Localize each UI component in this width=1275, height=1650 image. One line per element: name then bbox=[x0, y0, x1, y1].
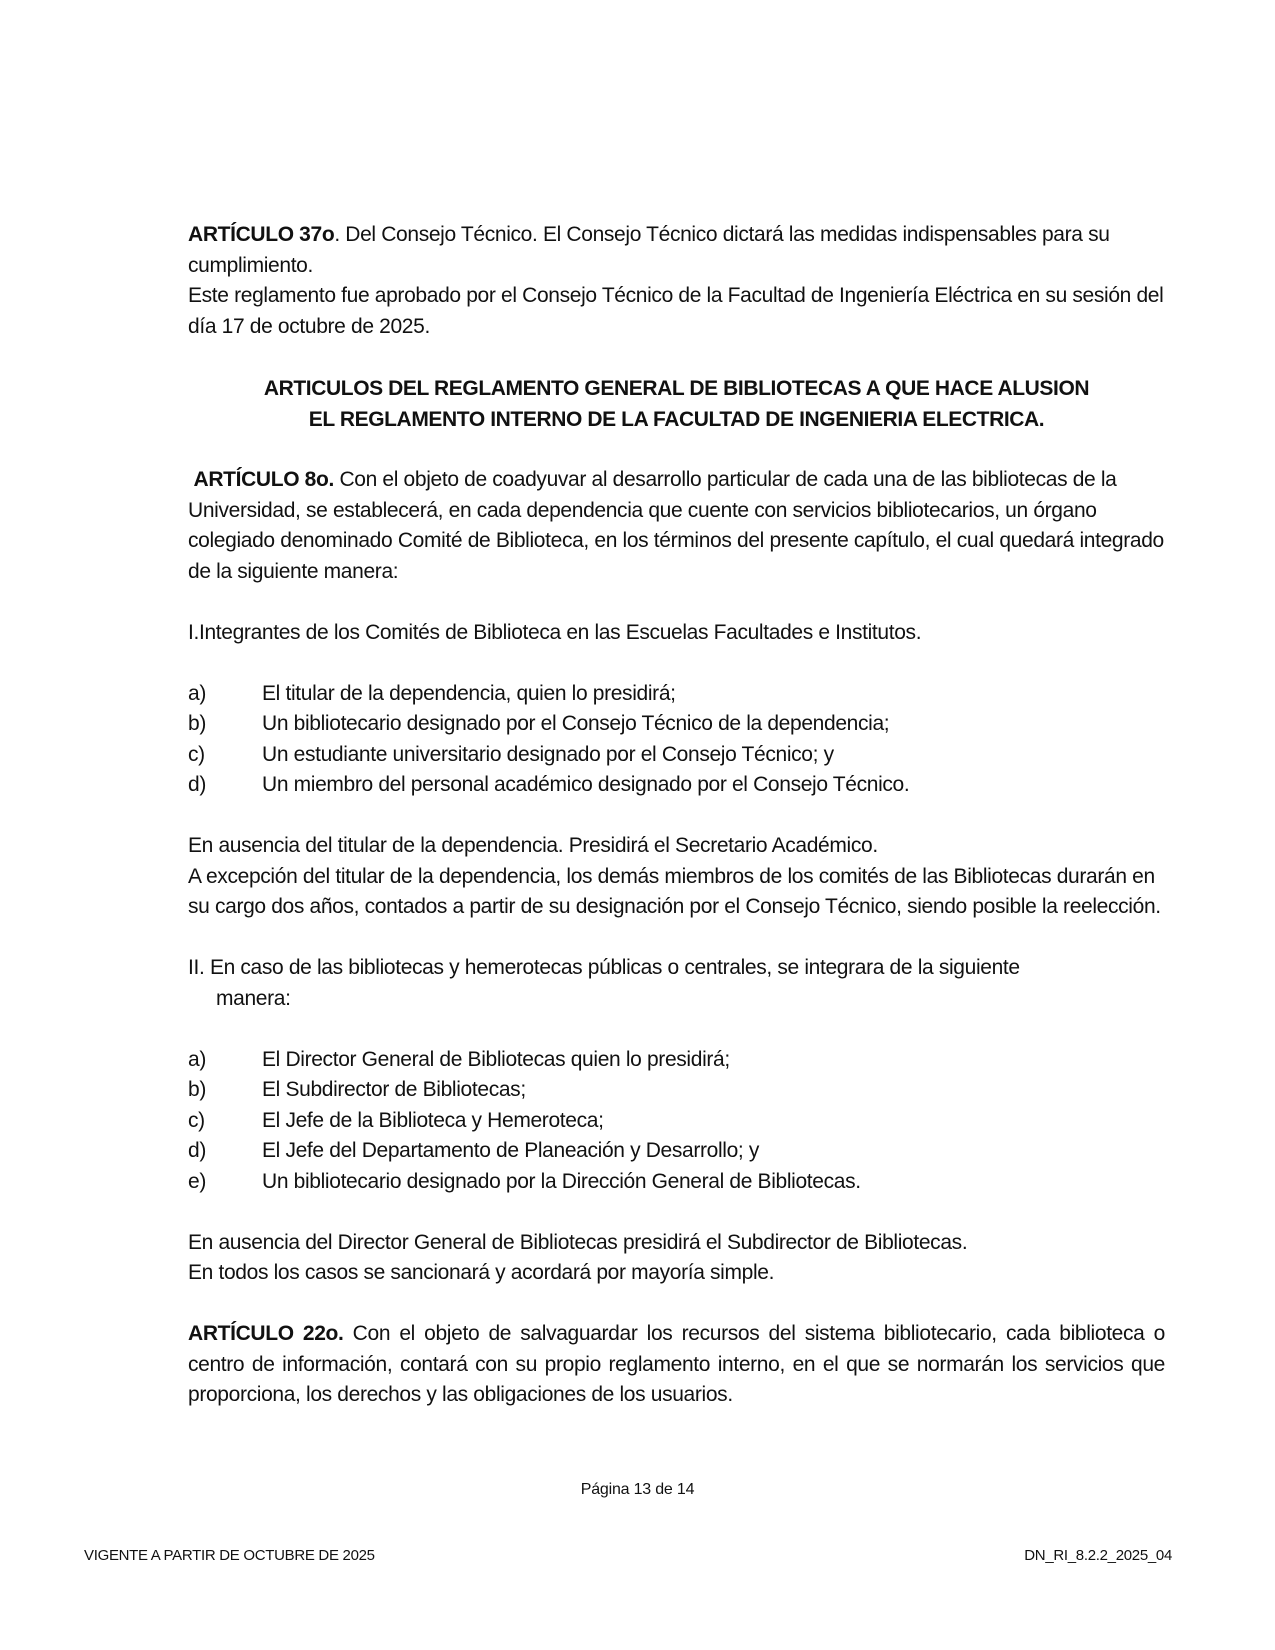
article-22-text: Con el objeto de salvaguardar los recursos del sistema bibliotecario, cada biblioteca o centro de información, contará con su propio reglamento interno, en el que se normarán los servicios que proporciona, los derechos y las obligaciones de los usuarios. bbox=[188, 1322, 1165, 1406]
page-number: Página 13 de 14 bbox=[580, 1481, 695, 1498]
list-item bbox=[188, 1136, 1165, 1167]
list-marker: b) bbox=[188, 712, 206, 735]
article-37-text: . Del Consejo Técnico. El Consejo Técnico dictará las medidas indispensables para su cumplimiento. bbox=[188, 223, 1110, 277]
list-marker: e) bbox=[188, 1169, 206, 1193]
list-marker: a) bbox=[188, 1047, 206, 1071]
part-1-list bbox=[188, 679, 1165, 801]
list-item bbox=[188, 1106, 1165, 1137]
list-item bbox=[188, 1167, 1165, 1198]
section-heading-line-2: EL REGLAMENTO INTERNO DE LA FACULTAD DE INGENIERIA ELECTRICA. bbox=[308, 407, 1045, 431]
list-item-text: El Jefe de la Biblioteca y Hemeroteca; bbox=[262, 1108, 604, 1132]
list-item bbox=[188, 679, 1165, 710]
part-2-note-2: En todos los casos se sancionará y acordará por mayoría simple. bbox=[188, 1261, 775, 1284]
article-8-label: ARTÍCULO 8o. bbox=[193, 468, 334, 491]
list-marker: b) bbox=[188, 1078, 206, 1101]
part-1-note-2: A excepción del titular de la dependencia, los demás miembros de los comités de las Bibliotecas durarán en su cargo dos años, contados a partir de su designación por el Consejo Técnico, siendo posible la reelección. bbox=[188, 864, 1161, 918]
document-body bbox=[188, 220, 1165, 1411]
article-22-label: ARTÍCULO 22o. bbox=[188, 1322, 344, 1345]
article-8-text: Con el objeto de coadyuvar al desarrollo particular de cada una de las bibliotecas de la Universidad, se establecerá, en cada dependencia que cuente con servicios bibliotecarios, un órgano colegiado denominado Comité de Biblioteca, en los términos del presente capítulo, el cual quedará integrado de la siguiente manera: bbox=[188, 468, 1164, 583]
list-marker: a) bbox=[188, 681, 206, 705]
list-marker: d) bbox=[188, 1139, 206, 1162]
list-marker: d) bbox=[188, 773, 206, 796]
list-marker: c) bbox=[188, 1108, 205, 1132]
list-item bbox=[188, 770, 1165, 801]
approval-statement: Este reglamento fue aprobado por el Consejo Técnico de la Facultad de Ingeniería Eléctrica en su sesión del día 17 de octubre de 2025. bbox=[188, 284, 1164, 338]
list-item bbox=[188, 1075, 1165, 1106]
list-item-text: El Director General de Bibliotecas quien lo presidirá; bbox=[262, 1047, 730, 1071]
list-item-text: Un estudiante universitario designado por el Consejo Técnico; y bbox=[262, 742, 834, 766]
list-item-text: Un miembro del personal académico designado por el Consejo Técnico. bbox=[262, 773, 910, 796]
part-2-title-line-1: II. En caso de las bibliotecas y hemerotecas públicas o centrales, se integrara de la siguiente bbox=[188, 956, 1020, 979]
part-2-title-line-2: manera: bbox=[216, 986, 291, 1010]
list-item-text: Un bibliotecario designado por el Consejo Técnico de la dependencia; bbox=[262, 712, 890, 735]
footer-document-code: DN_RI_8.2.2_2025_04 bbox=[1024, 1547, 1172, 1564]
article-22 bbox=[188, 1319, 1165, 1411]
footer-validity: VIGENTE A PARTIR DE OCTUBRE DE 2025 bbox=[84, 1547, 375, 1564]
part-2-list bbox=[188, 1045, 1165, 1198]
list-item bbox=[188, 1045, 1165, 1076]
list-item-text: El Subdirector de Bibliotecas; bbox=[262, 1078, 526, 1101]
article-8 bbox=[188, 465, 1165, 587]
section-heading-line-1: ARTICULOS DEL REGLAMENTO GENERAL DE BIBLIOTECAS A QUE HACE ALUSION bbox=[263, 376, 1090, 400]
list-item-text: El Jefe del Departamento de Planeación y Desarrollo; y bbox=[262, 1139, 760, 1162]
list-item bbox=[188, 740, 1165, 771]
list-marker: c) bbox=[188, 742, 205, 766]
list-item-text: Un bibliotecario designado por la Dirección General de Bibliotecas. bbox=[262, 1169, 861, 1193]
list-item bbox=[188, 709, 1165, 740]
article-37 bbox=[188, 220, 1165, 281]
part-1-title: I.Integrantes de los Comités de Biblioteca en las Escuelas Facultades e Institutos. bbox=[188, 620, 922, 644]
part-2-note-1: En ausencia del Director General de Bibliotecas presidirá el Subdirector de Bibliotecas. bbox=[188, 1230, 968, 1254]
part-1-note-1: En ausencia del titular de la dependencia. Presidirá el Secretario Académico. bbox=[188, 834, 878, 857]
list-item-text: El titular de la dependencia, quien lo presidirá; bbox=[262, 681, 676, 705]
article-37-label: ARTÍCULO 37o bbox=[188, 223, 335, 246]
